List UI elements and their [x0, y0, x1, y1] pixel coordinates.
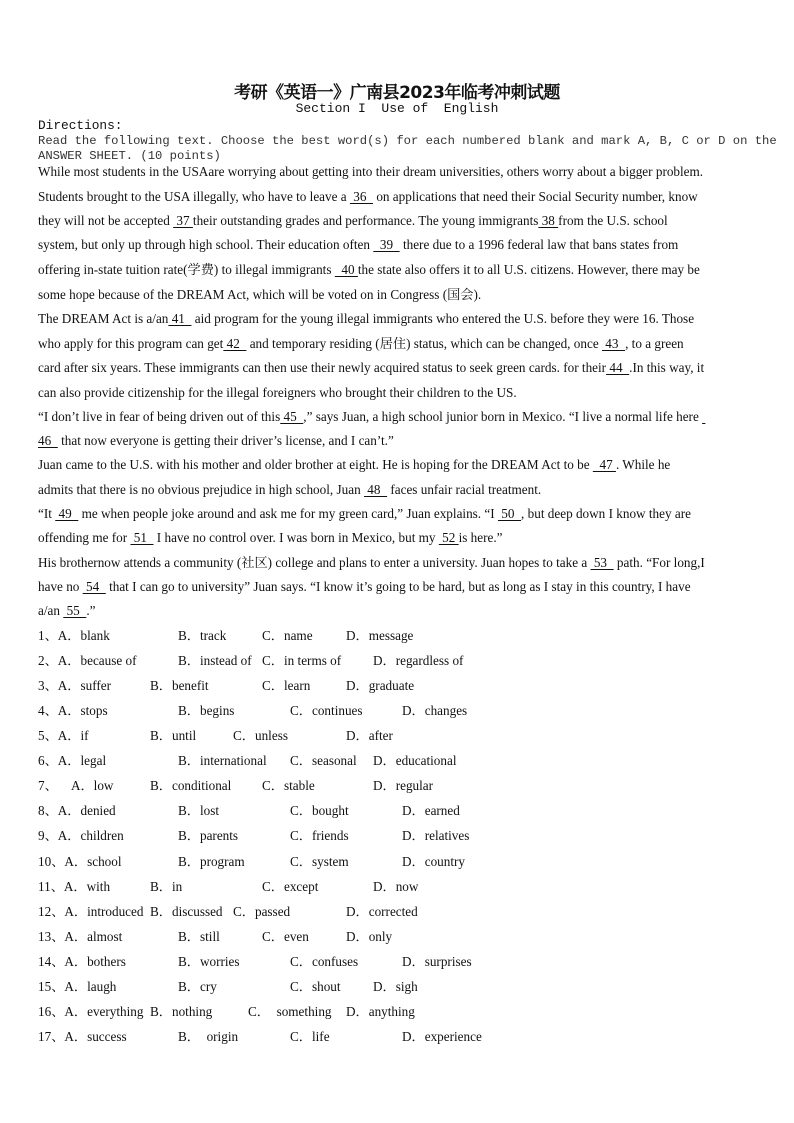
page-title: 考研《英语一》广南县2023年临考冲刺试题: [234, 83, 560, 103]
passage-text: their outstanding grades and performance. The young immigrants: [192, 213, 539, 228]
answer-blank: 44: [606, 360, 630, 375]
option-a: 10、A．school: [38, 853, 122, 869]
option-a: 7、 A．low: [38, 778, 114, 794]
option-a: 8、A．denied: [38, 803, 116, 819]
passage-text: some hope because of the DREAM Act, which will be voted on in Congress (国会).: [38, 287, 482, 302]
option-a: 11、A．with: [38, 878, 111, 894]
directions-text-line1: Read the following text. Choose the best word(s) for each numbered blank and mark A, B, C or D on the: [38, 134, 777, 148]
option-a: 1、A．blank: [38, 628, 110, 643]
passage-text: .”: [86, 603, 96, 618]
option-b: B．international: [178, 753, 267, 769]
passage-text: Students brought to the USA illegally, who have to leave a: [38, 189, 350, 204]
option-d: D．earned: [402, 803, 460, 819]
passage-line: [38, 311, 694, 327]
answer-blank: 38: [538, 213, 559, 228]
option-b: B． origin: [178, 1028, 239, 1044]
answer-blank: 52: [438, 530, 459, 545]
option-d: D．after: [346, 728, 393, 744]
passage-text: can also provide citizenship for the illegal foreigners who brought their children to the US.: [38, 385, 517, 400]
option-a: 15、A．laugh: [38, 978, 117, 994]
answer-blank: 39: [373, 237, 400, 252]
answer-blank: [702, 409, 705, 424]
option-c: C．bought: [290, 803, 349, 819]
passage-text: faces unfair racial treatment.: [387, 482, 542, 497]
passage-line: [38, 262, 700, 278]
option-a: 2、A．because of: [38, 653, 137, 669]
option-c: C．confuses: [290, 953, 359, 969]
section-subtitle: Section I Use of English: [295, 101, 499, 116]
option-b: B．nothing: [150, 1003, 213, 1019]
passage-line: [38, 213, 668, 229]
option-d: D．surprises: [402, 953, 472, 969]
passage-line: [38, 506, 691, 522]
answer-blank: 42: [223, 336, 247, 351]
option-d: D．regular: [373, 778, 434, 794]
passage-line: [38, 409, 705, 425]
option-c: C．continues: [290, 703, 363, 719]
option-d: D．country: [402, 853, 465, 869]
option-c: C． something: [248, 1003, 332, 1019]
passage-text: that I can go to university” Juan says. “I know it’s going to be hard, but as long as I stay in this country, I have: [105, 579, 691, 594]
passage-line: [38, 164, 703, 180]
option-b: B．parents: [178, 828, 239, 844]
option-d: D．regardless of: [373, 653, 464, 669]
passage-text: on applications that need their Social Security number, know: [373, 189, 698, 204]
option-b: B．in: [150, 878, 183, 894]
passage-text: “It: [38, 506, 56, 521]
passage-line: [38, 287, 481, 303]
option-a: 3、A．suffer: [38, 678, 112, 694]
passage-text: me when people joke around and ask me for my green card,” Juan explains. “I: [78, 506, 498, 521]
answer-blank: 37: [173, 213, 193, 228]
passage-text: system, but only up through high school. Their education often: [38, 237, 374, 252]
passage-text: they will not be accepted: [38, 213, 174, 228]
option-c: C．name: [262, 628, 313, 643]
option-b: B．cry: [178, 978, 217, 994]
passage-text: Juan came to the U.S. with his mother and older brother at eight. He is hoping for the DREAM Act to be: [38, 457, 593, 472]
option-b: B．instead of: [178, 653, 252, 669]
answer-blank: 53: [590, 555, 614, 570]
passage-line: [38, 579, 691, 595]
passage-line: [38, 237, 678, 253]
passage-line: [38, 385, 517, 401]
option-c: C．even: [262, 928, 309, 944]
answer-blank: 47: [592, 457, 616, 472]
option-c: C．in terms of: [262, 653, 342, 669]
passage-line: [38, 360, 704, 376]
passage-text: path. “For long,I: [613, 555, 705, 570]
answer-blank: 50: [497, 506, 522, 521]
option-a: 17、A．success: [38, 1028, 127, 1044]
option-b: B．track: [178, 628, 227, 643]
option-a: 6、A．legal: [38, 753, 107, 769]
option-b: B．benefit: [150, 678, 209, 694]
passage-text: ,” says Juan, a high school junior born in Mexico. “I live a normal life here: [303, 409, 703, 424]
option-d: D．educational: [373, 753, 457, 769]
option-c: C．except: [262, 878, 319, 894]
passage-line: [38, 336, 684, 352]
answer-blank: 51: [130, 530, 154, 545]
answer-blank: 41: [168, 311, 192, 326]
passage-text: The DREAM Act is a/an: [38, 311, 169, 326]
option-a: 14、A．bothers: [38, 953, 126, 969]
option-b: B．still: [178, 928, 220, 944]
passage-text: there due to a 1996 federal law that bans states from: [399, 237, 679, 252]
answer-blank: 54: [82, 579, 106, 594]
option-d: D．sigh: [373, 978, 418, 994]
passage-text: from the U.S. school: [558, 213, 668, 228]
answer-blank: 40: [334, 262, 358, 277]
passage-text: , to a green: [625, 336, 684, 351]
option-b: B．until: [150, 728, 197, 744]
passage-text: admits that there is no obvious prejudice in high school, Juan: [38, 482, 364, 497]
option-a: 5、A．if: [38, 728, 89, 744]
option-b: B．program: [178, 853, 245, 869]
passage-text: , but deep down I know they are: [521, 506, 691, 521]
option-d: D．anything: [346, 1003, 415, 1019]
option-a: 4、A．stops: [38, 703, 108, 719]
passage-text: that now everyone is getting their driver’s license, and I can’t.”: [57, 433, 394, 448]
option-c: C．shout: [290, 978, 341, 994]
option-d: D．relatives: [402, 828, 470, 844]
option-c: C．seasonal: [290, 753, 357, 769]
passage-text: offering in-state tuition rate(学费) to illegal immigrants: [38, 262, 335, 277]
passage-text: While most students in the USAare worrying about getting into their dream universities, others worry about a bigger problem.: [38, 164, 704, 179]
answer-blank: 46: [38, 433, 58, 448]
answer-blank: 49: [55, 506, 79, 521]
answer-blank: 45: [280, 409, 304, 424]
passage-line: [38, 530, 503, 546]
passage-text: His brothernow attends a community (社区) college and plans to enter a university. Juan hopes to take a: [38, 555, 591, 570]
directions-text-line2: ANSWER SHEET. (10 points): [38, 149, 221, 163]
option-b: B．conditional: [150, 778, 232, 794]
option-c: C．life: [290, 1028, 330, 1044]
option-d: D．corrected: [346, 903, 418, 919]
passage-text: is here.”: [458, 530, 503, 545]
option-c: C．system: [290, 853, 349, 869]
option-d: D．only: [346, 928, 393, 944]
option-d: D．experience: [402, 1028, 482, 1044]
passage-text: the state also offers it to all U.S. citizens. However, there may be: [357, 262, 700, 277]
passage-text: .In this way, it: [629, 360, 705, 375]
passage-text: “I don’t live in fear of being driven out of this: [38, 409, 281, 424]
passage-line: [38, 433, 394, 449]
passage-text: . While he: [615, 457, 671, 472]
answer-blank: 43: [601, 336, 626, 351]
answer-blank: 48: [363, 482, 388, 497]
option-d: D．graduate: [346, 678, 415, 694]
passage-text: have no: [38, 579, 83, 594]
passage-text: and temporary residing (居住) status, which can be changed, once: [246, 336, 602, 351]
option-d: D．changes: [402, 703, 468, 719]
passage-text: aid program for the young illegal immigrants who entered the U.S. before they were 16. Those: [191, 311, 695, 326]
option-c: C．unless: [233, 728, 288, 744]
option-b: B．begins: [178, 703, 235, 719]
option-b: B．discussed: [150, 903, 223, 919]
answer-blank: 36: [349, 189, 374, 204]
option-d: D．now: [373, 878, 419, 894]
option-b: B．lost: [178, 803, 220, 819]
option-d: D．message: [346, 628, 414, 643]
option-a: 12、A．introduced: [38, 903, 144, 919]
option-c: C．passed: [233, 903, 291, 919]
passage-text: a/an: [38, 603, 64, 618]
option-a: 9、A．children: [38, 828, 124, 844]
option-c: C．friends: [290, 828, 349, 844]
option-a: 13、A．almost: [38, 928, 123, 944]
option-b: B．worries: [178, 953, 240, 969]
passage-line: [38, 603, 96, 619]
passage-line: [38, 482, 541, 498]
option-c: C．learn: [262, 678, 311, 694]
passage-line: [38, 189, 698, 205]
option-a: 16、A．everything: [38, 1003, 144, 1019]
passage-text: I have no control over. I was born in Mexico, but my: [153, 530, 439, 545]
passage-line: [38, 457, 670, 473]
answer-blank: 55: [63, 603, 87, 618]
directions-heading: Directions:: [38, 118, 123, 133]
passage-line: [38, 555, 705, 571]
passage-text: card after six years. These immigrants can then use their newly acquired status to seek green cards. for their: [38, 360, 607, 375]
passage-text: who apply for this program can get: [38, 336, 224, 351]
option-c: C．stable: [262, 778, 315, 794]
passage-text: offending me for: [38, 530, 131, 545]
